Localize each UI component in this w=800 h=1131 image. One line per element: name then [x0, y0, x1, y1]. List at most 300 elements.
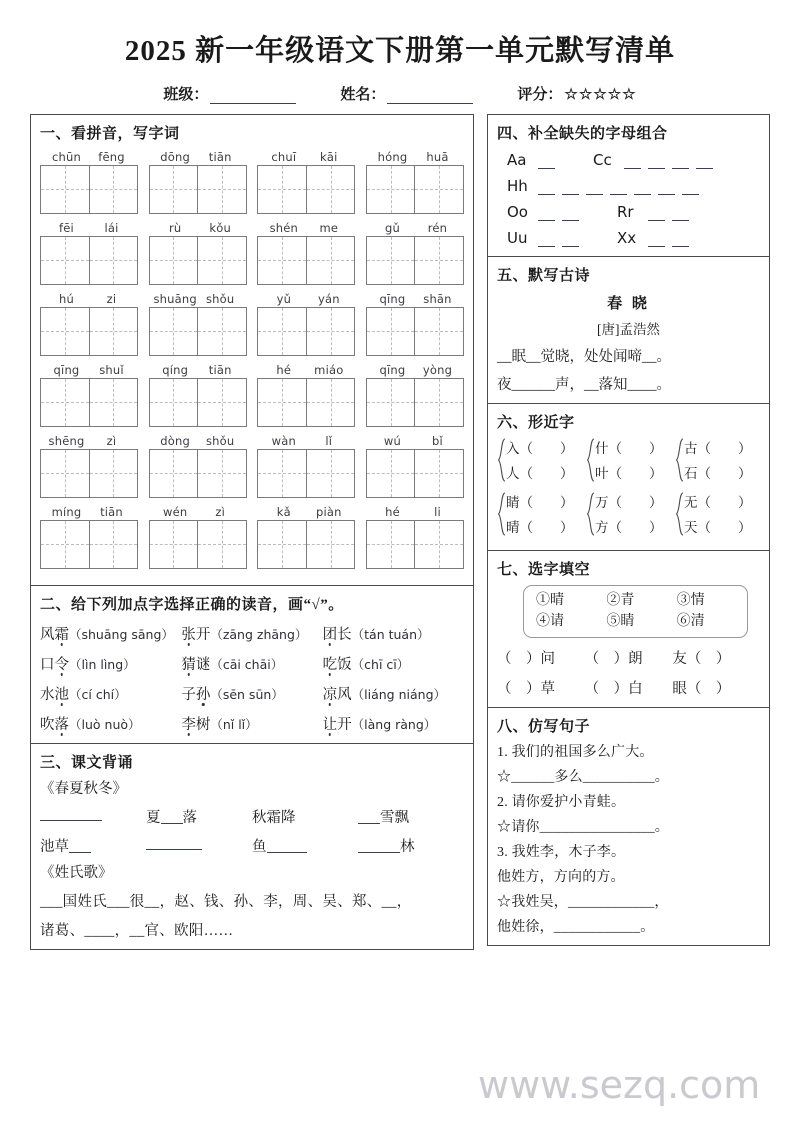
poem-author: [唐]孟浩然	[597, 321, 660, 337]
grid-cell[interactable]	[306, 308, 355, 355]
writing-grid[interactable]	[40, 520, 138, 569]
poem1-line-1[interactable]	[40, 806, 464, 827]
letter-row	[497, 177, 760, 195]
letter-blank[interactable]	[682, 183, 699, 195]
choice-option[interactable]: ③情	[676, 592, 705, 608]
pinyin-syllable: piàn	[315, 504, 342, 519]
letter-blank[interactable]	[538, 235, 555, 247]
grid-cell[interactable]	[197, 237, 246, 284]
grid-cell[interactable]	[367, 237, 415, 284]
pronunciation-row	[40, 623, 464, 644]
pinyin-label	[366, 221, 464, 236]
recite-segment[interactable]: 林	[358, 835, 464, 856]
grid-cell[interactable]	[414, 521, 463, 568]
word-text: 吹落	[40, 717, 69, 733]
pinyin-word-cell[interactable]	[366, 150, 464, 214]
word-text: 风霜	[40, 627, 69, 643]
pinyin-syllable: hé	[276, 362, 292, 377]
dotted-character: 吃	[323, 653, 338, 674]
pinyin-syllable: qīng	[379, 291, 406, 306]
name-blank[interactable]	[387, 90, 473, 104]
dotted-character: 池	[55, 683, 70, 704]
grid-cell[interactable]	[414, 379, 463, 426]
word-text: 猜谜	[181, 657, 210, 673]
pinyin-word-cell[interactable]	[149, 434, 247, 498]
pinyin-options[interactable]: （shuāng sāng）	[69, 626, 174, 642]
section-3	[30, 744, 474, 950]
pinyin-word-cell[interactable]	[149, 363, 247, 427]
pinyin-syllable: wú	[383, 433, 402, 448]
dotted-character: 凉	[323, 683, 338, 704]
pinyin-label	[40, 221, 138, 236]
pinyin-options[interactable]: （cí chí）	[69, 686, 127, 702]
pronunciation-item[interactable]	[40, 623, 181, 644]
content-columns	[0, 114, 800, 950]
sentence-line[interactable]: 3. 我姓李，木子李。	[497, 844, 626, 860]
similar-char-items	[506, 437, 574, 487]
recite-segment[interactable]: 雪飘	[358, 806, 464, 827]
grid-cell[interactable]	[41, 308, 89, 355]
grid-cell[interactable]	[150, 379, 198, 426]
left-column	[30, 114, 474, 950]
writing-grid[interactable]	[366, 378, 464, 427]
pinyin-word-cell[interactable]	[149, 505, 247, 569]
name-label: 姓名：	[340, 86, 386, 103]
class-label: 班级：	[163, 86, 209, 103]
fill-blank-item[interactable]: 友（ ）	[672, 650, 731, 667]
grid-cell[interactable]	[150, 450, 198, 497]
poem2-line-1[interactable]: ___国姓氏___很__，赵、钱、孙、李，周、吴、郑、__，	[40, 893, 412, 910]
writing-grid[interactable]	[257, 378, 355, 427]
grid-cell[interactable]	[367, 308, 415, 355]
pinyin-word-cell[interactable]	[257, 434, 355, 498]
pinyin-label	[366, 434, 464, 449]
similar-char-pair[interactable]	[586, 437, 671, 487]
letter-pair: Hh	[507, 176, 528, 195]
pinyin-word-cell[interactable]	[149, 292, 247, 356]
letter-pair: Uu	[507, 228, 528, 247]
name-field[interactable]	[340, 83, 473, 104]
writing-grid[interactable]	[40, 449, 138, 498]
similar-char-entry[interactable]: 无（ ）	[684, 494, 752, 510]
pronunciation-item[interactable]	[40, 653, 181, 674]
pronunciation-item[interactable]	[40, 713, 181, 734]
grid-cell[interactable]	[306, 166, 355, 213]
grid-cell[interactable]	[414, 308, 463, 355]
similar-char-pair[interactable]	[675, 491, 760, 541]
writing-grid[interactable]	[257, 449, 355, 498]
letter-row	[497, 203, 760, 221]
letter-pair: Cc	[593, 150, 612, 169]
grid-cell[interactable]	[89, 166, 138, 213]
writing-grid[interactable]	[40, 165, 138, 214]
letter-blank[interactable]	[624, 157, 641, 169]
section-7	[487, 551, 770, 708]
pinyin-options[interactable]: （nǐ lǐ）	[210, 716, 258, 732]
sentence-imitation-list[interactable]	[497, 741, 760, 936]
pronunciation-item[interactable]	[323, 683, 464, 704]
letter-blank[interactable]	[562, 235, 579, 247]
writing-grid[interactable]	[149, 236, 247, 285]
pinyin-options[interactable]: （chī cī）	[351, 656, 410, 672]
grid-cell[interactable]	[41, 237, 89, 284]
choice-option[interactable]: ②青	[606, 592, 635, 608]
letter-blank[interactable]	[658, 183, 675, 195]
grid-cell[interactable]	[258, 308, 306, 355]
pinyin-options[interactable]: （lìn lìng）	[69, 656, 136, 672]
grid-cell[interactable]	[414, 450, 463, 497]
grid-cell[interactable]	[197, 308, 246, 355]
dotted-character: 霜	[55, 623, 70, 644]
grid-cell[interactable]	[41, 166, 89, 213]
word-text: 口令	[40, 657, 69, 673]
writing-grid[interactable]	[366, 236, 464, 285]
pinyin-syllable: tiān	[100, 504, 123, 519]
similar-char-entry[interactable]: 方（ ）	[595, 519, 663, 535]
pinyin-word-cell[interactable]	[149, 221, 247, 285]
letter-blank[interactable]	[586, 183, 603, 195]
pinyin-options[interactable]: （luò nuò）	[69, 716, 141, 732]
poem-line-1[interactable]: __眠__觉晓，处处闻啼__。	[497, 348, 671, 365]
section-8-title: 八、仿写句子	[497, 718, 591, 735]
answer-blank[interactable]	[69, 838, 91, 853]
similar-char-pair[interactable]	[497, 437, 582, 487]
dotted-character: 张	[181, 623, 196, 644]
pinyin-word-cell[interactable]	[257, 363, 355, 427]
word-text: 团长	[323, 627, 352, 643]
letter-blank[interactable]	[648, 209, 665, 221]
similar-char-items	[506, 491, 574, 541]
pinyin-row	[40, 221, 464, 285]
pinyin-options[interactable]: （làng ràng）	[351, 716, 437, 732]
letter-pair: Xx	[617, 228, 637, 247]
pinyin-syllable: me	[319, 220, 339, 235]
similar-char-items	[684, 491, 752, 541]
dotted-character: 李	[181, 713, 196, 734]
fill-blank-item[interactable]: （ ）草	[497, 680, 555, 697]
poem-line-2[interactable]: 夜______声，__落知____。	[497, 376, 671, 393]
similar-char-entry[interactable]: 叶（ ）	[595, 465, 663, 481]
grid-cell[interactable]	[258, 237, 306, 284]
writing-grid[interactable]	[149, 449, 247, 498]
similar-char-pair[interactable]	[675, 437, 760, 487]
recite-segment[interactable]	[40, 806, 146, 827]
pinyin-word-cell[interactable]	[366, 434, 464, 498]
section-3-title: 三、课文背诵	[40, 754, 134, 771]
section-1-title: 一、看拼音，写字词	[40, 125, 180, 142]
pronunciation-item[interactable]	[323, 623, 464, 644]
writing-grid[interactable]	[149, 307, 247, 356]
answer-blank[interactable]	[161, 809, 183, 824]
pinyin-syllable: chūn	[52, 149, 81, 164]
pinyin-word-cell[interactable]	[40, 292, 138, 356]
writing-grid[interactable]	[257, 236, 355, 285]
fill-blank-item[interactable]: （ ）白	[584, 680, 643, 697]
letter-blank[interactable]	[672, 209, 689, 221]
pinyin-word-cell[interactable]	[366, 363, 464, 427]
recite-segment[interactable]: 秋霜降	[252, 809, 296, 826]
pronunciation-item[interactable]	[181, 623, 322, 644]
choice-row	[530, 611, 741, 632]
pinyin-syllable: shǒu	[205, 291, 235, 306]
pinyin-syllable: lái	[104, 220, 119, 235]
writing-grid[interactable]	[366, 307, 464, 356]
pinyin-syllable: shén	[269, 220, 299, 235]
poem2-line-2[interactable]: 诸葛、____，__官、欧阳……	[40, 922, 234, 939]
pinyin-word-cell[interactable]	[149, 150, 247, 214]
choice-row	[530, 590, 741, 611]
letter-blank[interactable]	[648, 157, 665, 169]
grid-cell[interactable]	[89, 379, 138, 426]
similar-char-pair[interactable]	[586, 491, 671, 541]
grid-cell[interactable]	[306, 237, 355, 284]
sentence-line[interactable]: ☆请你________________。	[497, 819, 669, 835]
pronunciation-item[interactable]	[181, 683, 322, 704]
answer-blank[interactable]	[358, 838, 400, 853]
dotted-character: 让	[323, 713, 338, 734]
similar-char-row	[497, 437, 760, 487]
pinyin-syllable: yán	[317, 291, 340, 306]
sentence-line[interactable]: 2. 请你爱护小青蛙。	[497, 794, 626, 810]
similar-char-entry[interactable]: 古（ ）	[684, 440, 752, 456]
writing-grid[interactable]	[149, 520, 247, 569]
section-2	[30, 586, 474, 744]
pinyin-word-cell[interactable]	[40, 434, 138, 498]
letter-blank[interactable]	[562, 209, 579, 221]
letter-blank[interactable]	[696, 157, 713, 169]
grid-cell[interactable]	[258, 521, 306, 568]
similar-char-entry[interactable]: 什（ ）	[595, 440, 663, 456]
answer-blank[interactable]	[146, 835, 202, 850]
sentence-line[interactable]: 他姓方，方向的方。	[497, 869, 625, 885]
pinyin-syllable: qíng	[162, 362, 189, 377]
section-8	[487, 708, 770, 946]
pinyin-label	[40, 292, 138, 307]
similar-char-entry[interactable]: 入（ ）	[506, 440, 574, 456]
pinyin-syllable: tiān	[208, 149, 232, 164]
grid-cell[interactable]	[367, 521, 415, 568]
brace-icon	[497, 491, 506, 541]
letter-blank[interactable]	[562, 183, 579, 195]
sentence-line[interactable]: 1. 我们的祖国多么广大。	[497, 744, 654, 760]
letter-blank[interactable]	[538, 209, 555, 221]
writing-grid[interactable]	[40, 378, 138, 427]
grid-cell[interactable]	[41, 450, 89, 497]
pinyin-options[interactable]: （zāng zhāng）	[210, 626, 308, 642]
letter-blank[interactable]	[538, 183, 555, 195]
grid-cell[interactable]	[89, 308, 138, 355]
pronunciation-row	[40, 683, 464, 704]
pinyin-grid-rows	[40, 148, 464, 569]
writing-grid[interactable]	[366, 520, 464, 569]
pinyin-syllable: míng	[51, 504, 82, 519]
sentence-line[interactable]: ☆______多么__________。	[497, 769, 669, 785]
grid-cell[interactable]	[258, 450, 306, 497]
grid-cell[interactable]	[41, 521, 89, 568]
class-field[interactable]	[163, 83, 296, 104]
pronunciation-item[interactable]	[323, 653, 464, 674]
recite-segment[interactable]	[146, 835, 252, 856]
pronunciation-row	[40, 713, 464, 734]
writing-grid[interactable]	[40, 236, 138, 285]
grid-cell[interactable]	[367, 166, 415, 213]
similar-char-items	[595, 437, 663, 487]
sentence-line[interactable]: 他姓徐，____________。	[497, 919, 655, 935]
writing-grid[interactable]	[40, 307, 138, 356]
letter-blank[interactable]	[610, 183, 627, 195]
writing-grid[interactable]	[257, 165, 355, 214]
fill-blank-item[interactable]: （ ）问	[497, 650, 555, 667]
similar-char-entry[interactable]: 天（ ）	[684, 519, 752, 535]
grid-cell[interactable]	[306, 450, 355, 497]
pinyin-word-cell[interactable]	[40, 150, 138, 214]
section-6	[487, 404, 770, 551]
pinyin-label	[257, 363, 355, 378]
grid-cell[interactable]	[41, 379, 89, 426]
similar-char-entry[interactable]: 人（ ）	[506, 465, 574, 481]
choice-option[interactable]: ⑤睛	[606, 613, 635, 629]
grid-cell[interactable]	[89, 521, 138, 568]
pinyin-syllable: kǒu	[209, 220, 231, 235]
pinyin-syllable: zi	[106, 291, 117, 306]
similar-char-pair[interactable]	[497, 491, 582, 541]
brace-icon	[586, 491, 595, 541]
pinyin-label	[257, 221, 355, 236]
pinyin-options[interactable]: （liáng niáng）	[351, 686, 447, 702]
grid-cell[interactable]	[197, 379, 246, 426]
answer-blank[interactable]	[40, 806, 102, 821]
pinyin-word-cell[interactable]	[257, 292, 355, 356]
pinyin-syllable: bǐ	[432, 433, 443, 448]
pinyin-word-cell[interactable]	[257, 150, 355, 214]
pinyin-word-cell[interactable]	[40, 505, 138, 569]
letter-blank[interactable]	[648, 235, 665, 247]
star-rating[interactable]: ☆☆☆☆☆	[564, 86, 637, 103]
pinyin-syllable: wén	[162, 504, 188, 519]
similar-char-items	[684, 437, 752, 487]
score-field[interactable]	[517, 83, 636, 104]
poem1-line-2[interactable]	[40, 835, 464, 856]
grid-cell[interactable]	[150, 237, 198, 284]
pinyin-syllable: yòng	[422, 362, 453, 377]
pinyin-label	[40, 363, 138, 378]
pinyin-syllable: shān	[423, 291, 452, 306]
dotted-character: 猜	[181, 653, 196, 674]
pinyin-options[interactable]: （tán tuán）	[351, 626, 430, 642]
pinyin-word-cell[interactable]	[366, 221, 464, 285]
pronunciation-item[interactable]	[181, 713, 322, 734]
pinyin-syllable: li	[434, 504, 441, 519]
pinyin-row	[40, 434, 464, 498]
grid-cell[interactable]	[89, 450, 138, 497]
letter-blank[interactable]	[672, 235, 689, 247]
writing-grid[interactable]	[366, 449, 464, 498]
similar-char-entry[interactable]: 睛（ ）	[506, 494, 574, 510]
grid-cell[interactable]	[150, 166, 198, 213]
sentence-line[interactable]: ☆我姓吴，____________，	[497, 894, 669, 910]
grid-cell[interactable]	[306, 379, 355, 426]
grid-cell[interactable]	[414, 166, 463, 213]
grid-cell[interactable]	[150, 521, 198, 568]
word-text: 水池	[40, 687, 69, 703]
recite-segment[interactable]: 池草	[40, 835, 146, 856]
similar-characters-list[interactable]	[497, 437, 760, 541]
pinyin-word-cell[interactable]	[40, 221, 138, 285]
choice-option[interactable]: ①晴	[536, 592, 564, 608]
fill-blank-item[interactable]: 眼（ ）	[672, 680, 731, 697]
similar-char-entry[interactable]: 万（ ）	[595, 494, 663, 510]
recite-segment[interactable]: 鱼	[252, 835, 358, 856]
pronunciation-item[interactable]	[40, 683, 181, 704]
word-text: 子孙	[181, 687, 210, 703]
pinyin-label	[149, 434, 247, 449]
pronunciation-item[interactable]	[323, 713, 464, 734]
grid-cell[interactable]	[197, 521, 246, 568]
letter-blank[interactable]	[672, 157, 689, 169]
right-column	[487, 114, 770, 946]
pinyin-word-cell[interactable]	[40, 363, 138, 427]
fill-blank-answers[interactable]	[497, 647, 760, 698]
section-5-title: 五、默写古诗	[497, 267, 591, 284]
grid-cell[interactable]	[306, 521, 355, 568]
grid-cell[interactable]	[258, 379, 306, 426]
grid-cell[interactable]	[89, 237, 138, 284]
pronunciation-row	[40, 653, 464, 674]
pronunciation-item[interactable]	[181, 653, 322, 674]
grid-cell[interactable]	[367, 450, 415, 497]
pinyin-word-cell[interactable]	[366, 292, 464, 356]
letter-blanks-list[interactable]	[497, 151, 760, 247]
choice-option[interactable]: ⑥清	[676, 613, 705, 629]
grid-cell[interactable]	[258, 166, 306, 213]
grid-cell[interactable]	[150, 308, 198, 355]
similar-char-entry[interactable]: 石（ ）	[684, 465, 752, 481]
grid-cell[interactable]	[197, 450, 246, 497]
letter-blank[interactable]	[538, 157, 555, 169]
pinyin-label	[257, 150, 355, 165]
writing-grid[interactable]	[257, 520, 355, 569]
recite-segment[interactable]: 夏 落	[146, 809, 197, 826]
fill-blank-item[interactable]: （ ）朗	[584, 650, 643, 667]
brace-icon	[675, 491, 684, 541]
pinyin-word-cell[interactable]	[257, 221, 355, 285]
pinyin-options[interactable]: （sēn sūn）	[210, 686, 284, 702]
pinyin-word-cell[interactable]	[366, 505, 464, 569]
letter-blank[interactable]	[634, 183, 651, 195]
pinyin-syllable: wàn	[271, 433, 296, 448]
similar-char-entry[interactable]: 晴（ ）	[506, 519, 574, 535]
choice-option[interactable]: ④请	[536, 613, 564, 629]
brace-icon	[497, 437, 506, 487]
answer-blank[interactable]	[358, 809, 380, 824]
grid-cell[interactable]	[414, 237, 463, 284]
writing-grid[interactable]	[257, 307, 355, 356]
writing-grid[interactable]	[366, 165, 464, 214]
writing-grid[interactable]	[149, 378, 247, 427]
grid-cell[interactable]	[367, 379, 415, 426]
class-blank[interactable]	[210, 90, 296, 104]
answer-blank[interactable]	[267, 838, 307, 853]
pinyin-syllable: fēng	[98, 149, 125, 164]
pinyin-word-cell[interactable]	[257, 505, 355, 569]
grid-cell[interactable]	[197, 166, 246, 213]
dotted-character: 团	[323, 623, 338, 644]
pinyin-row	[40, 150, 464, 214]
pinyin-syllable: shǒu	[205, 433, 235, 448]
writing-grid[interactable]	[149, 165, 247, 214]
pinyin-options[interactable]: （cāi chāi）	[210, 656, 284, 672]
section-5	[487, 257, 770, 404]
